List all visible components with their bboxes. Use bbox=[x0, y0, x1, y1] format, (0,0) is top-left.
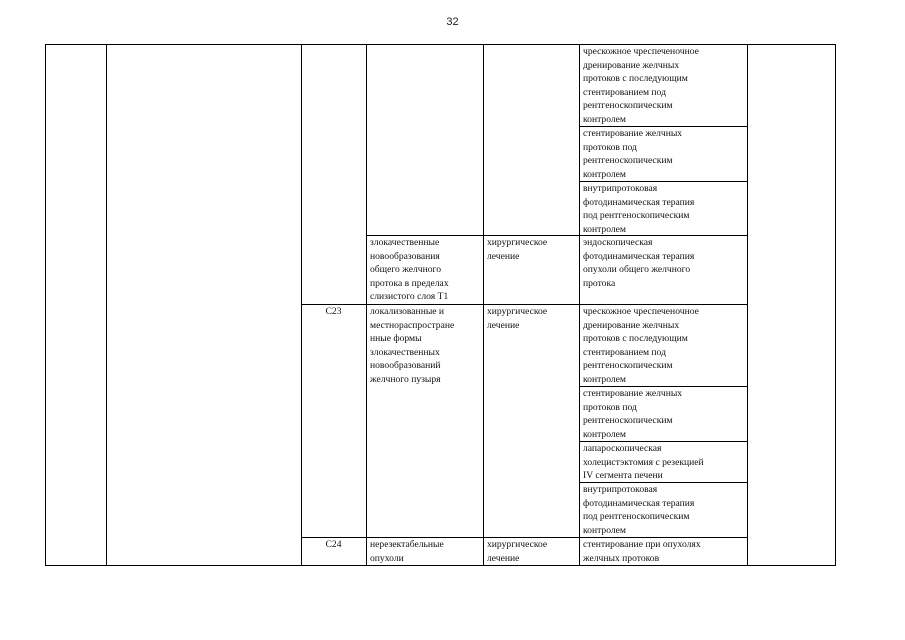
disease-model-cell: нерезектабельные опухоли bbox=[370, 539, 444, 564]
treatment-type-cell: хирургическое лечение bbox=[487, 306, 548, 331]
page-number: 32 bbox=[446, 16, 459, 28]
disease-model-cell: локализованные и местнораспростране нные формы злокачественных новообразований желчного пузыря bbox=[370, 306, 455, 385]
method-cell: стентирование желчных протоков под рентгеноскопическим контролем bbox=[583, 388, 683, 440]
disease-model-cell: злокачественные новообразования общего желчного протока в пределах слизистого слоя Т1 bbox=[370, 237, 449, 303]
column-divider bbox=[579, 44, 580, 566]
treatment-type-cell: хирургическое лечение bbox=[487, 237, 548, 262]
method-cell: внутрипротоковая фотодинамическая терапия под рентгеноскопическим контролем bbox=[583, 484, 695, 536]
icd-code-cell: С23 bbox=[325, 306, 342, 317]
column-divider bbox=[483, 44, 484, 566]
treatment-type-cell: хирургическое лечение bbox=[487, 539, 548, 564]
column-divider bbox=[366, 44, 367, 566]
method-cell: стентирование желчных протоков под рентгеноскопическим контролем bbox=[583, 128, 683, 180]
icd-code-cell: С24 bbox=[325, 539, 342, 550]
method-cell: эндоскопическая фотодинамическая терапия опухоли общего желчного протока bbox=[583, 237, 695, 289]
column-divider bbox=[747, 44, 748, 566]
method-cell: чрескожное чреспеченочное дренирование желчных протоков с последующим стентированием под рентгеноскопическим контролем bbox=[583, 306, 699, 385]
method-cell: чрескожное чреспеченочное дренирование желчных протоков с последующим стентированием под рентгеноскопическим контролем bbox=[583, 46, 699, 125]
method-cell: внутрипротоковая фотодинамическая терапия под рентгеноскопическим контролем bbox=[583, 183, 695, 235]
column-divider bbox=[106, 44, 107, 566]
method-cell: стентирование при опухолях желчных протоков bbox=[583, 539, 701, 564]
method-cell: лапароскопическая холецистэктомия с резекцией IV сегмента печени bbox=[583, 443, 704, 482]
